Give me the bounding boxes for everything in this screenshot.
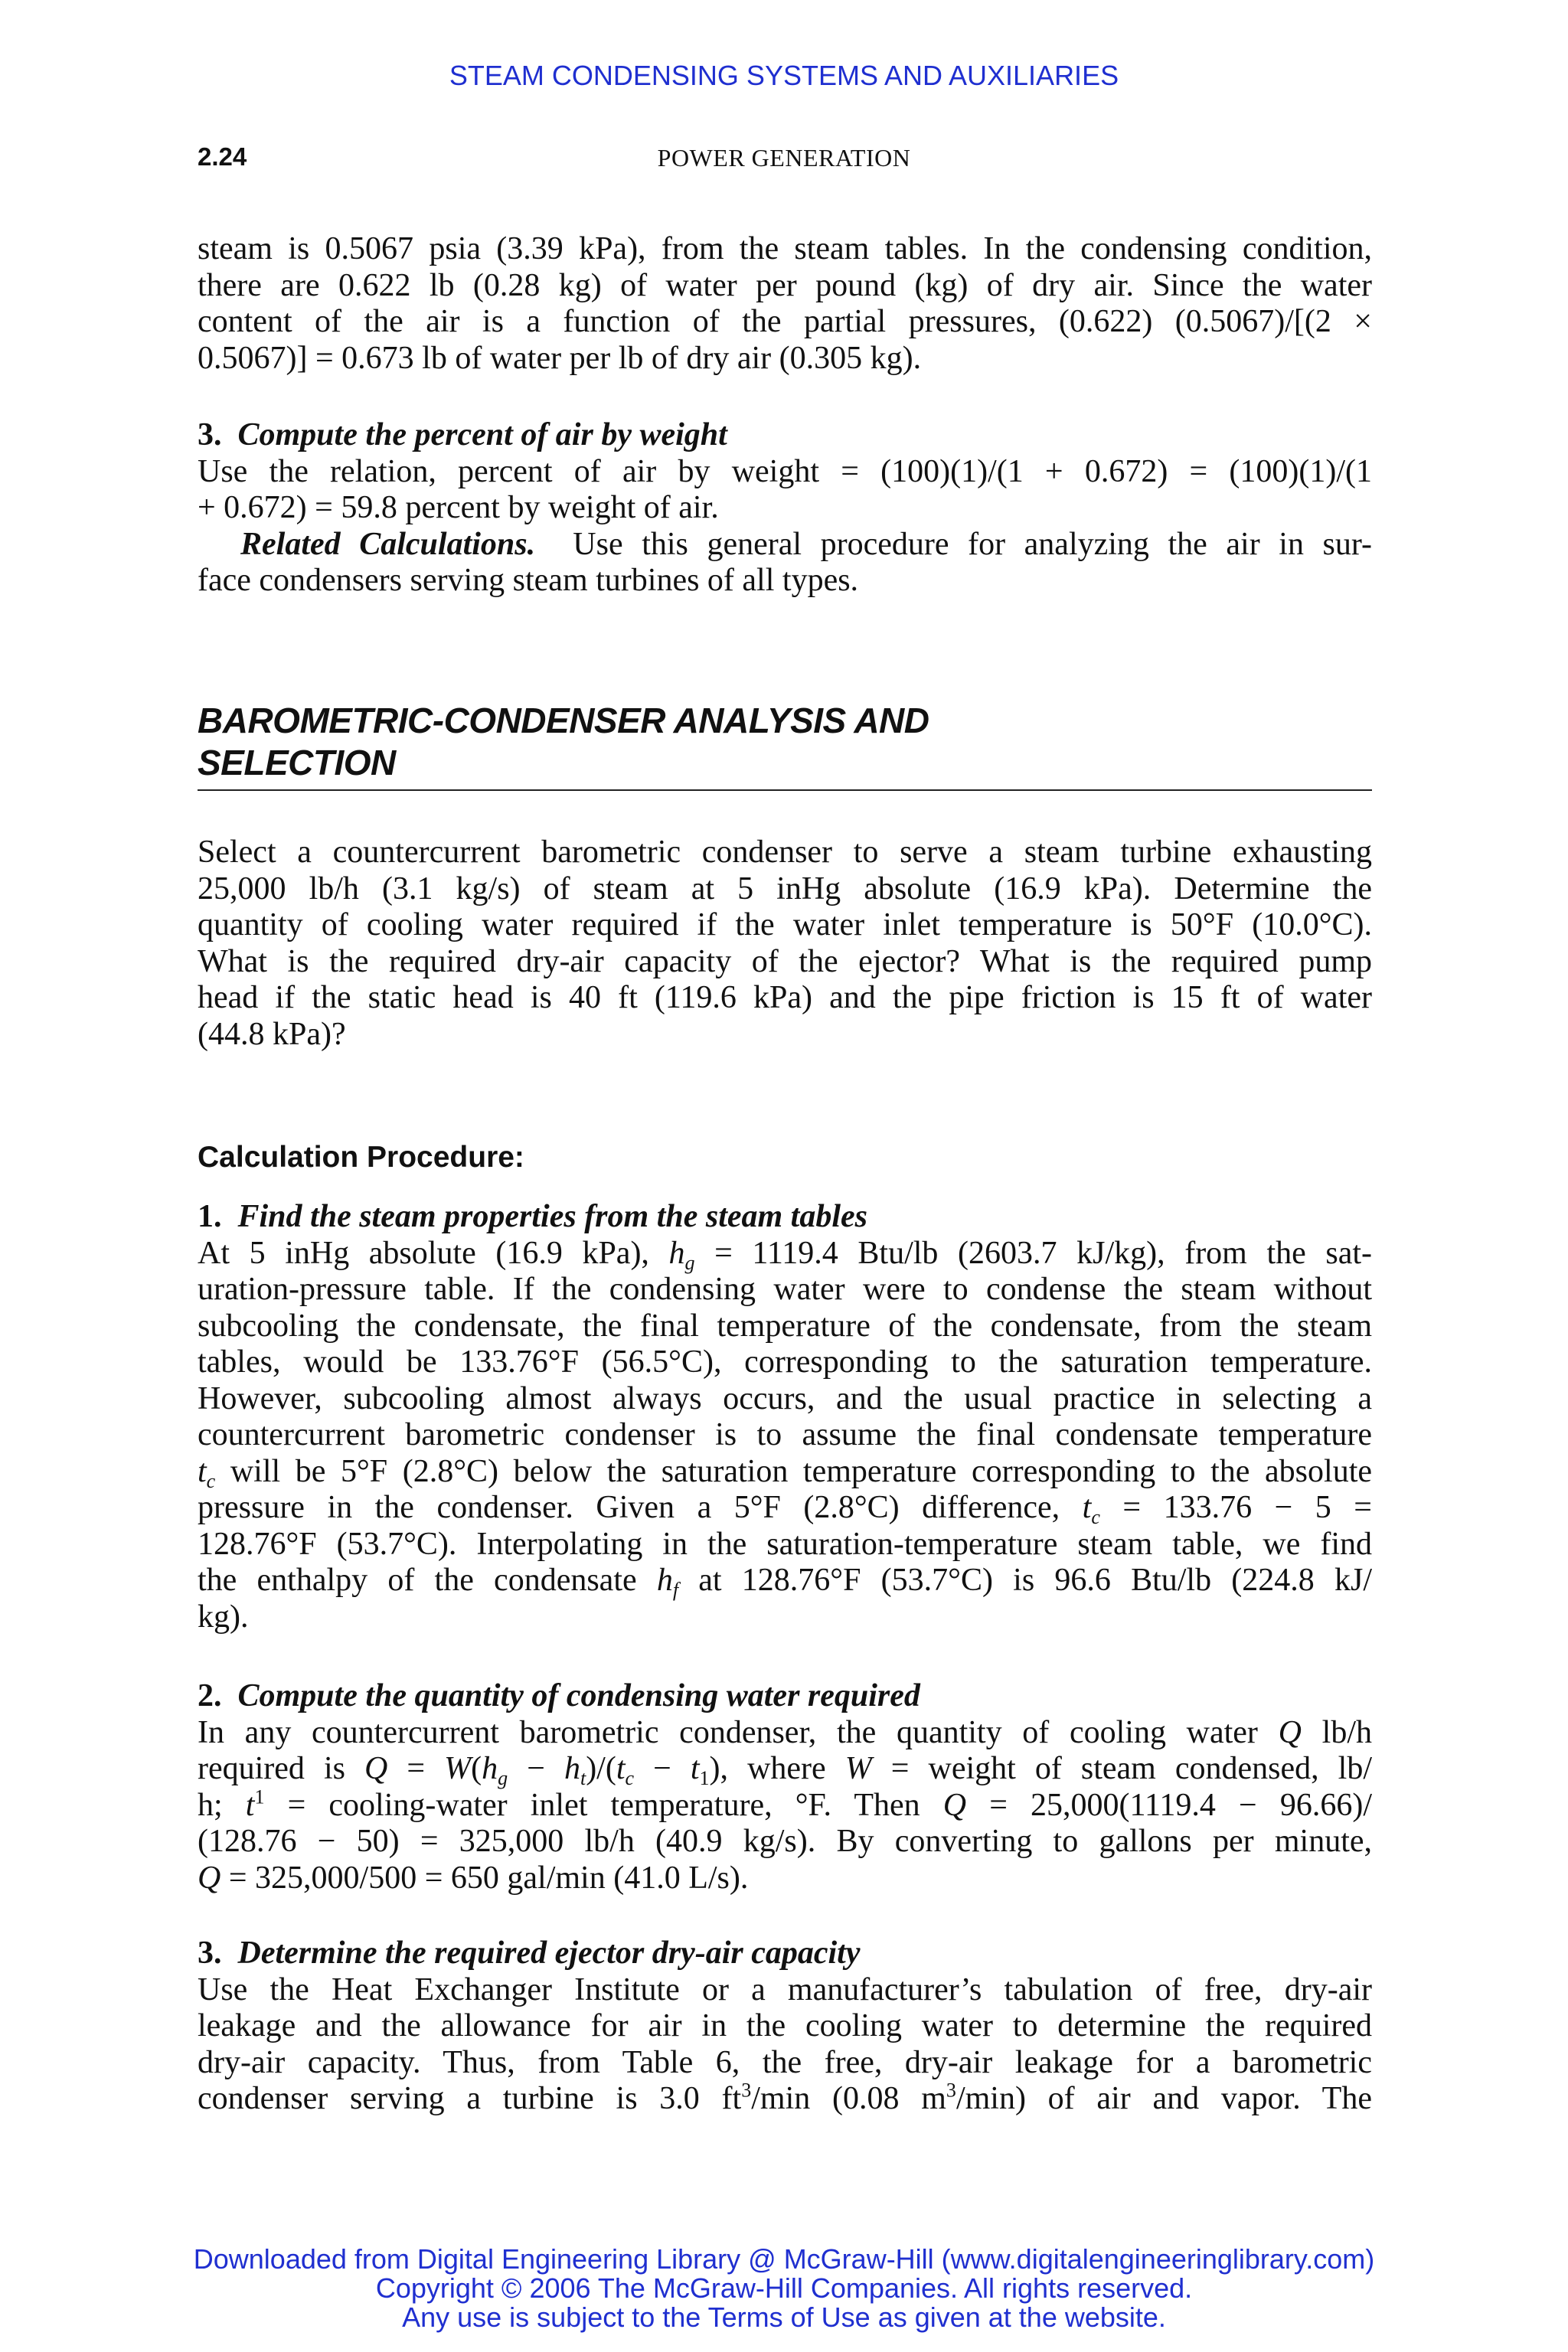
- text-line: Use the relation, percent of air by weight = (100)(1)/(1 + 0.672) = (100)(1)/(1: [198, 453, 1372, 489]
- step-number: 2.: [198, 1678, 222, 1713]
- step-1: [198, 1199, 1372, 1635]
- step-number: 1.: [198, 1199, 222, 1234]
- step-number: 3.: [198, 1936, 222, 1971]
- step-2: [198, 1678, 1372, 1896]
- step-heading: [198, 1678, 1372, 1715]
- related-calculations-label: Related Calculations.: [240, 526, 536, 562]
- step-heading: [198, 1936, 1372, 1972]
- text-line: At 5 inHg absolute (16.9 kPa), $h_g = 1119.4$ Btu/lb (2603.7 kJ/kg), from the sat-: [198, 1235, 1372, 1274]
- text-line: (44.8 kPa)?: [198, 1016, 346, 1052]
- text-line: In any countercurrent barometric condenser, the quantity of cooling water Q lb/h: [198, 1714, 1373, 1750]
- text-line: content of the air is a function of the partial pressures, (0.622) (0.5067)/[(2 ×: [198, 304, 1372, 339]
- text-line: quantity of cooling water required if the water inlet temperature is 50°F (10.0°C).: [198, 907, 1372, 942]
- book-title: POWER GENERATION: [657, 144, 911, 172]
- step-3: [198, 1936, 1372, 2118]
- text-line: dry-air capacity. Thus, from Table 6, the free, dry-air leakage for a barometric: [198, 2044, 1372, 2080]
- related-calculations-line: [198, 527, 1372, 564]
- calculation-procedure-heading: Calculation Procedure:: [198, 1141, 524, 1174]
- text-line: required is $Q = W(h_g - h_t)/(t_c - t_1)$, where W = weight of steam condensed, lb/: [198, 1751, 1373, 1789]
- text-line: face condensers serving steam turbines of all types.: [198, 563, 859, 598]
- text-line: $t_c$ will be 5°F (2.8°C) below the saturation temperature corresponding to the absolute: [198, 1453, 1372, 1492]
- step-title: Compute the percent of air by weight: [237, 417, 727, 452]
- running-head: STEAM CONDENSING SYSTEMS AND AUXILIARIES: [449, 60, 1119, 91]
- text-line: uration-pressure table. If the condensing water were to condense the steam without: [198, 1272, 1372, 1307]
- footer-copyright: Copyright © 2006 The McGraw-Hill Companies. All rights reserved.: [375, 2272, 1193, 2304]
- text-segment: Use this general procedure for analyzing the air in sur-: [573, 526, 1373, 562]
- text-line: 0.5067)] = 0.673 lb of water per lb of dry air (0.305 kg).: [198, 340, 922, 376]
- step-title: Determine the required ejector dry-air capacity: [237, 1936, 861, 1971]
- text-line: (128.76 − 50) = 325,000 lb/h (40.9 kg/s). By converting to gallons per minute,: [198, 1824, 1372, 1859]
- section-title-line: SELECTION: [198, 743, 396, 782]
- step-title: Compute the quantity of condensing water required: [237, 1678, 920, 1713]
- text-line: 128.76°F (53.7°C). Interpolating in the saturation-temperature steam table, we find: [198, 1526, 1372, 1562]
- text-line: pressure in the condenser. Given a 5°F (2.8°C) difference, $t_c = 133.76 - 5$ =: [198, 1490, 1372, 1528]
- text-line: 25,000 lb/h (3.1 kg/s) of steam at 5 inHg absolute (16.9 kPa). Determine the: [198, 871, 1372, 906]
- intro-paragraph: [198, 231, 1372, 377]
- section-title: [198, 700, 1372, 784]
- text-line: Select a countercurrent barometric condenser to serve a steam turbine exhausting: [198, 835, 1372, 870]
- page-number: 2.24: [198, 142, 247, 171]
- footer-terms: Any use is subject to the Terms of Use as given at the website.: [402, 2301, 1166, 2333]
- text-line: condenser serving a turbine is 3.0 $ft^3/\min$ (0.08 $m^3/\min$) of air and vapor. The: [198, 2079, 1372, 2116]
- prev-step-3: [198, 417, 1372, 599]
- problem-statement: [198, 835, 1372, 1053]
- text-line: the enthalpy of the condensate $h_f$ at 128.76°F (53.7°C) is 96.6 Btu/lb (224.8 kJ/: [198, 1563, 1373, 1601]
- text-line: tables, would be 133.76°F (56.5°C), corresponding to the saturation temperature.: [198, 1344, 1372, 1380]
- text-line: h; $t^1$ = cooling-water inlet temperature, °F. Then Q = 25,000(1119.4 − 96.66)/: [198, 1785, 1373, 1823]
- text-line: + 0.672) = 59.8 percent by weight of air.: [198, 490, 719, 525]
- section-title-line: BAROMETRIC-CONDENSER ANALYSIS AND: [198, 701, 929, 740]
- step-title: Find the steam properties from the steam tables: [237, 1199, 868, 1234]
- step-number: 3.: [198, 417, 222, 452]
- text-line: leakage and the allowance for air in the cooling water to determine the required: [198, 2008, 1372, 2043]
- text-line: Q = 325,000/500 = 650 gal/min (41.0 L/s).: [198, 1860, 749, 1896]
- footer: [0, 2245, 1568, 2332]
- text-line: there are 0.622 lb (0.28 kg) of water per pound (kg) of dry air. Since the water: [198, 267, 1372, 303]
- text-line: steam is 0.5067 psia (3.39 kPa), from the steam tables. In the condensing condition,: [198, 231, 1372, 266]
- step-heading: [198, 1199, 1372, 1236]
- footer-download-link[interactable]: Downloaded from Digital Engineering Library @ McGraw-Hill (www.digitalengineeringlibrary.com): [193, 2243, 1375, 2275]
- text-line: head if the static head is 40 ft (119.6 kPa) and the pipe friction is 15 ft of water: [198, 980, 1372, 1015]
- text-line: kg).: [198, 1599, 249, 1635]
- step-heading: [198, 417, 1372, 454]
- text-line: Use the Heat Exchanger Institute or a manufacturer’s tabulation of free, dry-air: [198, 1971, 1372, 2007]
- text-line: What is the required dry-air capacity of the ejector? What is the required pump: [198, 943, 1372, 979]
- text-line: countercurrent barometric condenser is to assume the final condensate temperature: [198, 1417, 1372, 1452]
- text-line: subcooling the condensate, the final temperature of the condensate, from the steam: [198, 1308, 1372, 1344]
- section-divider: [198, 789, 1372, 791]
- text-line: However, subcooling almost always occurs, and the usual practice in selecting a: [198, 1380, 1372, 1416]
